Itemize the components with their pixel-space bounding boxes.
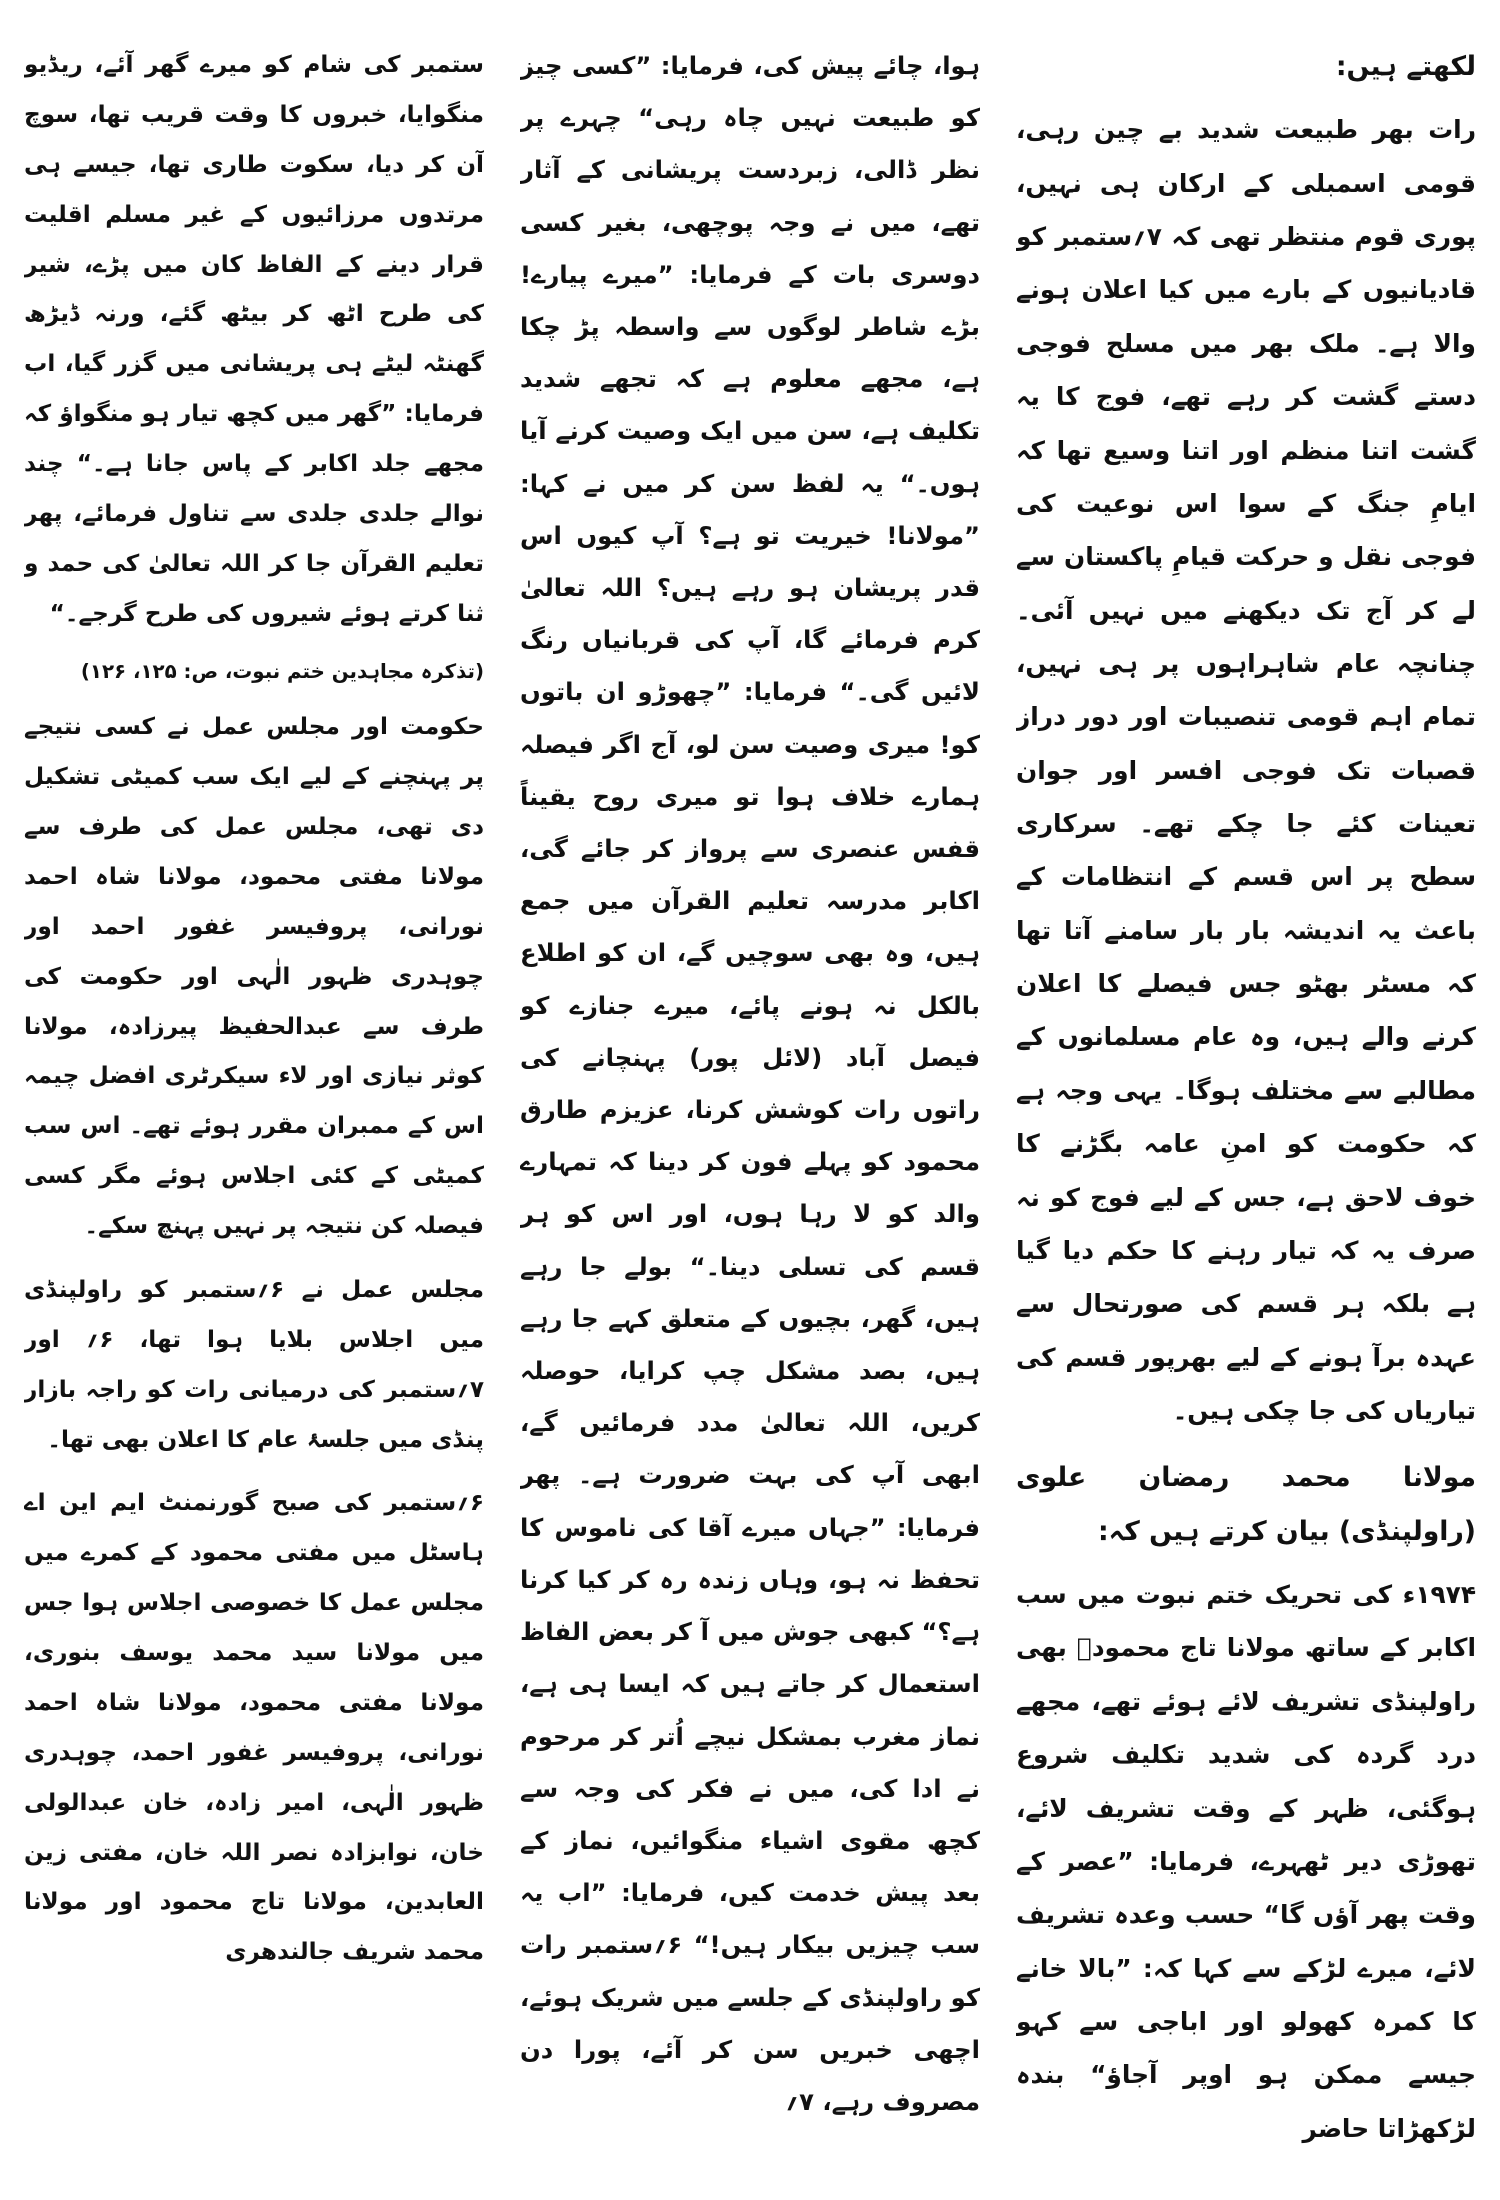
paragraph: ستمبر کی شام کو میرے گھر آئے، ریڈیو منگوایا، خبروں کا وقت قریب تھا، سوچ آن کر دیا، سکوت طاری تھا، جیسے ہی مرتدوں مرزائیوں کے غیر مسلم اقلیت قرار دینے کے الفاظ کان میں پڑے، شیر کی طرح اٹھ کر بیٹھ گئے، ورنہ ڈیڑھ گھنٹہ لیٹے ہی پریشانی میں گزر گیا، اب فرمایا: ”گھر میں کچھ تیار ہو منگواؤ کہ مجھے جلد اکابر کے پاس جانا ہے۔“ چند نوالے جلدی جلدی سے تناول فرمائے، پھر تعلیم القرآن جا کر اللہ تعالیٰ کی حمد و ثنا کرتے ہوئے شیروں کی طرح گرجے۔“ (24, 51, 484, 627)
paragraph: ہوا، چائے پیش کی، فرمایا: ”کسی چیز کو طبیعت نہیں چاہ رہی“ چہرے پر نظر ڈالی، زبردست پریشانی کے آثار تھے، میں نے وجہ پوچھی، بغیر کسی دوسری بات کے فرمایا: ”میرے پیارے! بڑے شاطر لوگوں سے واسطہ پڑ چکا ہے، مجھے معلوم ہے کہ تجھے شدید تکلیف ہے، سن میں ایک وصیت کرنے آیا ہوں۔“ یہ لفظ سن کر میں نے کہا: ”مولانا! خیریت تو ہے؟ آپ کیوں اس قدر پریشان ہو رہے ہیں؟ اللہ تعالیٰ کرم فرمائے گا، آپ کی قربانیاں رنگ لائیں گی۔“ فرمایا: ”چھوڑو ان باتوں کو! میری وصیت سن لو، آج اگر فیصلہ ہمارے خلاف ہوا تو میری روح یقیناً قفس عنصری سے پرواز کر جائے گی، اکابر مدرسہ تعلیم القرآن میں جمع ہیں، وہ بھی سوچیں گے، ان کو اطلاع بالکل نہ ہونے پائے، میرے جنازے کو فیصل آباد (لائل پور) پہنچانے کی راتوں رات کوشش کرنا، عزیزم طارق محمود کو پہلے فون کر دینا کہ تمہارے والد کو لا رہا ہوں، اور اس کو ہر قسم کی تسلی دینا۔“ بولے جا رہے ہیں، گھر، بچیوں کے متعلق کہے جا رہے ہیں، بصد مشکل چپ کرایا، حوصلہ کریں، اللہ تعالیٰ مدد فرمائیں گے، ابھی آپ کی بہت ضرورت ہے۔ پھر فرمایا: ”جہاں میرے آقا کی ناموس کا تحفظ نہ ہو، وہاں زندہ رہ کر کیا کرنا ہے؟“ کبھی جوش میں آ کر بعض الفاظ استعمال کر جاتے ہیں کہ ایسا ہی ہے، نماز مغرب بمشکل نیچے اُتر کر مرحوم نے ادا کی، میں نے فکر کی وجہ سے کچھ مقوی اشیاء منگوائیں، نماز کے بعد پیش خدمت کیں، فرمایا: ”اب یہ سب چیزیں بیکار ہیں!“ ۶؍ستمبر رات کو راولپنڈی کے جلسے میں شریک ہوئے، اچھی خبریں سن کر آئے، پورا دن مصروف رہے، ۷؍ (520, 51, 980, 2116)
paragraph: مجلس عمل نے ۶؍ستمبر کو راولپنڈی میں اجلاس بلایا ہوا تھا، ۶؍ اور ۷؍ستمبر کی درمیانی رات کو راجہ بازار پنڈی میں جلسۂ عام کا اعلان بھی تھا۔ (24, 1275, 484, 1453)
paragraph: ۶؍ستمبر کی صبح گورنمنٹ ایم این اے ہاسٹل میں مفتی محمود کے کمرے میں مجلس عمل کا خصوصی اجلاس ہوا جس میں مولانا سید محمد یوسف بنوری، مولانا مفتی محمود، مولانا شاہ احمد نورانی، پروفیسر غفور احمد، چوہدری ظہور الٰہی، امیر زادہ، خان عبدالولی خان، نوابزادہ نصر اللہ خان، مفتی زین العابدین، مولانا تاج محمود اور مولانا محمد شریف جالندھری (24, 1489, 484, 1966)
section-heading: مولانا محمد رمضان علوی (راولپنڈی) بیان کرتے ہیں کہ: (1016, 1462, 1476, 1547)
paragraph: ۱۹۷۴ء کی تحریک ختم نبوت میں سب اکابر کے ساتھ مولانا تاج محمودؒ بھی راولپنڈی تشریف لائے ہوئے تھے، مجھے درد گردہ کی شدید تکلیف شروع ہوگئی، ظہر کے وقت تشریف لائے، تھوڑی دیر ٹھہرے، فرمایا: ”عصر کے وقت پھر آؤں گا“ حسب وعدہ تشریف لائے، میرے لڑکے سے کہا کہ: ”بالا خانے کا کمرہ کھولو اور اباجی سے کہو جیسے ممکن ہو اوپر آجاؤ“ بندہ لڑکھڑاتا حاضر (1016, 1580, 1476, 2143)
column-middle (520, 40, 980, 2180)
column-right (1016, 40, 1476, 2180)
citation: (تذکرہ مجاہدین ختم نبوت، ص: ۱۲۵، ۱۲۶) (80, 659, 484, 683)
paragraph: حکومت اور مجلس عمل نے کسی نتیجے پر پہنچنے کے لیے ایک سب کمیٹی تشکیل دی تھی، مجلس عمل کی طرف سے مولانا مفتی محمود، مولانا شاہ احمد نورانی، پروفیسر غفور احمد اور چوہدری ظہور الٰہی اور حکومت کی طرف سے عبدالحفیظ پیرزادہ، مولانا کوثر نیازی اور لاء سیکرٹری افضل چیمہ اس کے ممبران مقرر ہوئے تھے۔ اس سب کمیٹی کے کئی اجلاس ہوئے مگر کسی فیصلہ کن نتیجہ پر نہیں پہنچ سکے۔ (24, 713, 484, 1240)
paragraph: رات بھر طبیعت شدید بے چین رہی، قومی اسمبلی کے ارکان ہی نہیں، پوری قوم منتظر تھی کہ ۷؍ستمبر کو قادیانیوں کے بارے میں کیا اعلان ہونے والا ہے۔ ملک بھر میں مسلح فوجی دستے گشت کر رہے تھے، فوج کا یہ گشت اتنا منظم اور اتنا وسیع تھا کہ ایامِ جنگ کے سوا اس نوعیت کی فوجی نقل و حرکت قیامِ پاکستان سے لے کر آج تک دیکھنے میں نہیں آئی۔ چنانچہ عام شاہراہوں پر ہی نہیں، تمام اہم قومی تنصیبات اور دور دراز قصبات تک فوجی افسر اور جوان تعینات کئے جا چکے تھے۔ سرکاری سطح پر اس قسم کے انتظامات کے باعث یہ اندیشہ بار بار سامنے آتا تھا کہ مسٹر بھٹو جس فیصلے کا اعلان کرنے والے ہیں، وہ عام مسلمانوں کے مطالبے سے مختلف ہوگا۔ یہی وجہ ہے کہ حکومت کو امنِ عامہ بگڑنے کا خوف لاحق ہے، جس کے لیے فوج کو نہ صرف یہ کہ تیار رہنے کا حکم دیا گیا ہے بلکہ ہر قسم کی صورتحال سے عہدہ برآ ہونے کے لیے بھرپور قسم کی تیاریاں کی جا چکی ہیں۔ (1016, 115, 1476, 1425)
column-left (24, 40, 484, 2180)
section-heading: لکھتے ہیں: (1335, 51, 1476, 82)
